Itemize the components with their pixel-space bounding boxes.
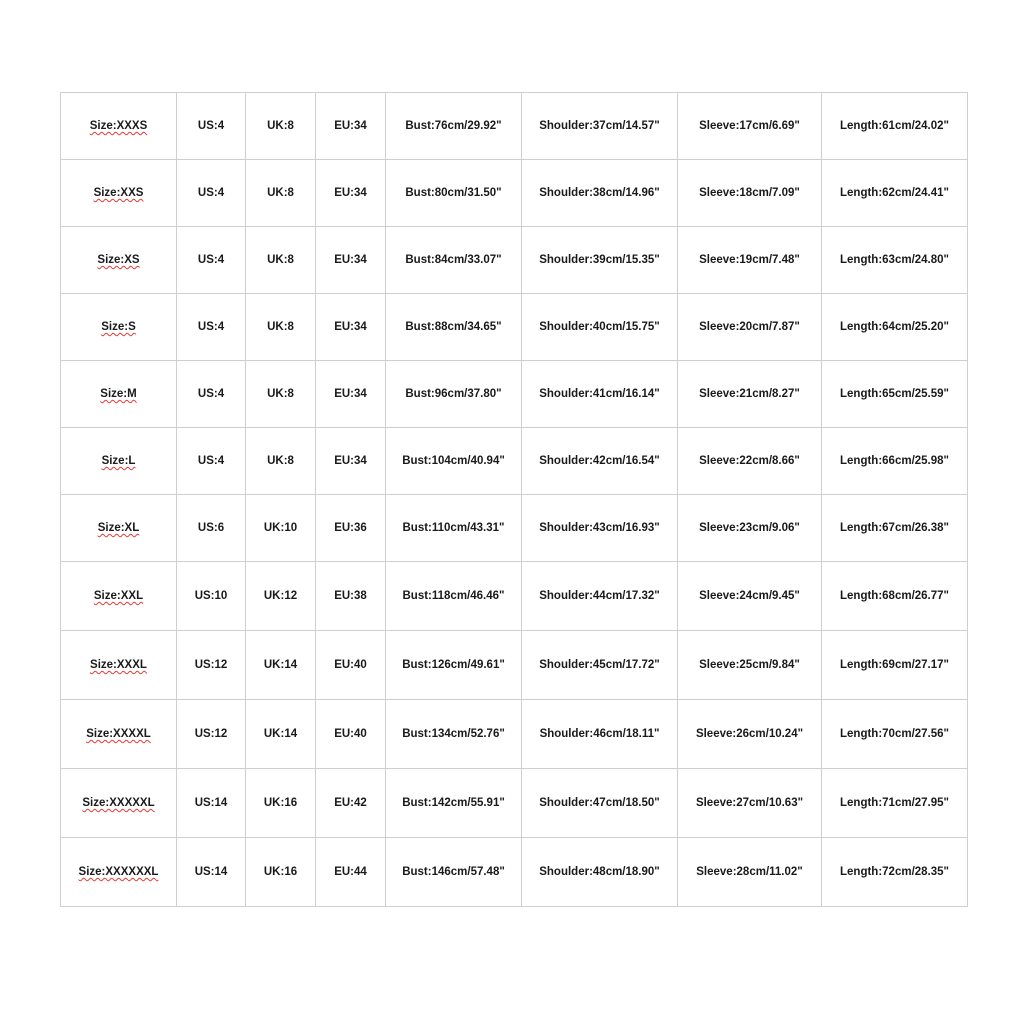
uk-size-cell: UK:8 xyxy=(246,361,316,428)
sleeve-cell: Sleeve:17cm/6.69" xyxy=(678,93,822,160)
table-row xyxy=(61,160,968,227)
uk-size-cell: UK:12 xyxy=(246,562,316,631)
size-cell xyxy=(61,495,177,562)
size-label: Size:S xyxy=(101,321,136,333)
size-chart-table xyxy=(60,92,968,907)
size-label: Size:XS xyxy=(97,254,140,266)
uk-size-cell: UK:16 xyxy=(246,838,316,907)
sleeve-cell: Sleeve:28cm/11.02" xyxy=(678,838,822,907)
eu-size-cell: EU:40 xyxy=(316,631,386,700)
us-size-cell: US:10 xyxy=(177,562,246,631)
sleeve-cell: Sleeve:22cm/8.66" xyxy=(678,428,822,495)
table-row xyxy=(61,227,968,294)
sleeve-cell: Sleeve:19cm/7.48" xyxy=(678,227,822,294)
length-cell: Length:61cm/24.02" xyxy=(822,93,968,160)
sleeve-cell: Sleeve:25cm/9.84" xyxy=(678,631,822,700)
shoulder-cell: Shoulder:42cm/16.54" xyxy=(522,428,678,495)
size-cell xyxy=(61,160,177,227)
shoulder-cell: Shoulder:47cm/18.50" xyxy=(522,769,678,838)
size-cell xyxy=(61,361,177,428)
shoulder-cell: Shoulder:39cm/15.35" xyxy=(522,227,678,294)
shoulder-cell: Shoulder:41cm/16.14" xyxy=(522,361,678,428)
length-cell: Length:62cm/24.41" xyxy=(822,160,968,227)
size-label: Size:XXXL xyxy=(90,659,147,671)
length-cell: Length:67cm/26.38" xyxy=(822,495,968,562)
size-label: Size:M xyxy=(100,388,137,400)
eu-size-cell: EU:34 xyxy=(316,361,386,428)
eu-size-cell: EU:34 xyxy=(316,227,386,294)
size-cell xyxy=(61,700,177,769)
bust-cell: Bust:84cm/33.07" xyxy=(386,227,522,294)
eu-size-cell: EU:36 xyxy=(316,495,386,562)
us-size-cell: US:4 xyxy=(177,160,246,227)
us-size-cell: US:14 xyxy=(177,769,246,838)
shoulder-cell: Shoulder:40cm/15.75" xyxy=(522,294,678,361)
us-size-cell: US:12 xyxy=(177,631,246,700)
shoulder-cell: Shoulder:37cm/14.57" xyxy=(522,93,678,160)
length-cell: Length:64cm/25.20" xyxy=(822,294,968,361)
length-cell: Length:68cm/26.77" xyxy=(822,562,968,631)
us-size-cell: US:14 xyxy=(177,838,246,907)
table-row xyxy=(61,769,968,838)
bust-cell: Bust:146cm/57.48" xyxy=(386,838,522,907)
length-cell: Length:66cm/25.98" xyxy=(822,428,968,495)
bust-cell: Bust:126cm/49.61" xyxy=(386,631,522,700)
length-cell: Length:72cm/28.35" xyxy=(822,838,968,907)
bust-cell: Bust:118cm/46.46" xyxy=(386,562,522,631)
eu-size-cell: EU:34 xyxy=(316,160,386,227)
eu-size-cell: EU:44 xyxy=(316,838,386,907)
uk-size-cell: UK:8 xyxy=(246,428,316,495)
table-row xyxy=(61,93,968,160)
size-label: Size:L xyxy=(101,455,136,467)
us-size-cell: US:4 xyxy=(177,428,246,495)
uk-size-cell: UK:10 xyxy=(246,495,316,562)
sleeve-cell: Sleeve:24cm/9.45" xyxy=(678,562,822,631)
uk-size-cell: UK:8 xyxy=(246,227,316,294)
uk-size-cell: UK:8 xyxy=(246,93,316,160)
table-row xyxy=(61,495,968,562)
size-label: Size:XXXXXXL xyxy=(78,866,159,878)
size-label: Size:XXXXL xyxy=(86,728,151,740)
shoulder-cell: Shoulder:44cm/17.32" xyxy=(522,562,678,631)
uk-size-cell: UK:16 xyxy=(246,769,316,838)
table-row xyxy=(61,838,968,907)
bust-cell: Bust:80cm/31.50" xyxy=(386,160,522,227)
size-label: Size:XL xyxy=(97,522,140,534)
bust-cell: Bust:76cm/29.92" xyxy=(386,93,522,160)
table-row xyxy=(61,562,968,631)
sleeve-cell: Sleeve:27cm/10.63" xyxy=(678,769,822,838)
eu-size-cell: EU:34 xyxy=(316,294,386,361)
table-row xyxy=(61,700,968,769)
size-label: Size:XXXXXL xyxy=(82,797,155,809)
eu-size-cell: EU:42 xyxy=(316,769,386,838)
size-label: Size:XXS xyxy=(93,187,144,199)
length-cell: Length:70cm/27.56" xyxy=(822,700,968,769)
bust-cell: Bust:134cm/52.76" xyxy=(386,700,522,769)
size-chart-body xyxy=(61,93,968,907)
eu-size-cell: EU:34 xyxy=(316,93,386,160)
eu-size-cell: EU:38 xyxy=(316,562,386,631)
eu-size-cell: EU:40 xyxy=(316,700,386,769)
sleeve-cell: Sleeve:18cm/7.09" xyxy=(678,160,822,227)
size-cell xyxy=(61,294,177,361)
length-cell: Length:69cm/27.17" xyxy=(822,631,968,700)
size-cell xyxy=(61,838,177,907)
us-size-cell: US:4 xyxy=(177,294,246,361)
table-row xyxy=(61,361,968,428)
size-label: Size:XXL xyxy=(93,590,144,602)
length-cell: Length:65cm/25.59" xyxy=(822,361,968,428)
us-size-cell: US:6 xyxy=(177,495,246,562)
uk-size-cell: UK:14 xyxy=(246,631,316,700)
size-cell xyxy=(61,769,177,838)
length-cell: Length:71cm/27.95" xyxy=(822,769,968,838)
shoulder-cell: Shoulder:45cm/17.72" xyxy=(522,631,678,700)
sleeve-cell: Sleeve:26cm/10.24" xyxy=(678,700,822,769)
us-size-cell: US:4 xyxy=(177,361,246,428)
shoulder-cell: Shoulder:38cm/14.96" xyxy=(522,160,678,227)
uk-size-cell: UK:8 xyxy=(246,160,316,227)
table-row xyxy=(61,428,968,495)
size-cell xyxy=(61,227,177,294)
sleeve-cell: Sleeve:21cm/8.27" xyxy=(678,361,822,428)
bust-cell: Bust:104cm/40.94" xyxy=(386,428,522,495)
uk-size-cell: UK:14 xyxy=(246,700,316,769)
sleeve-cell: Sleeve:23cm/9.06" xyxy=(678,495,822,562)
size-cell xyxy=(61,428,177,495)
us-size-cell: US:4 xyxy=(177,93,246,160)
bust-cell: Bust:110cm/43.31" xyxy=(386,495,522,562)
shoulder-cell: Shoulder:48cm/18.90" xyxy=(522,838,678,907)
sleeve-cell: Sleeve:20cm/7.87" xyxy=(678,294,822,361)
size-cell xyxy=(61,562,177,631)
eu-size-cell: EU:34 xyxy=(316,428,386,495)
us-size-cell: US:12 xyxy=(177,700,246,769)
table-row xyxy=(61,294,968,361)
bust-cell: Bust:142cm/55.91" xyxy=(386,769,522,838)
size-cell xyxy=(61,631,177,700)
bust-cell: Bust:88cm/34.65" xyxy=(386,294,522,361)
bust-cell: Bust:96cm/37.80" xyxy=(386,361,522,428)
size-label: Size:XXXS xyxy=(89,120,148,132)
size-cell xyxy=(61,93,177,160)
length-cell: Length:63cm/24.80" xyxy=(822,227,968,294)
shoulder-cell: Shoulder:43cm/16.93" xyxy=(522,495,678,562)
table-row xyxy=(61,631,968,700)
us-size-cell: US:4 xyxy=(177,227,246,294)
uk-size-cell: UK:8 xyxy=(246,294,316,361)
shoulder-cell: Shoulder:46cm/18.11" xyxy=(522,700,678,769)
